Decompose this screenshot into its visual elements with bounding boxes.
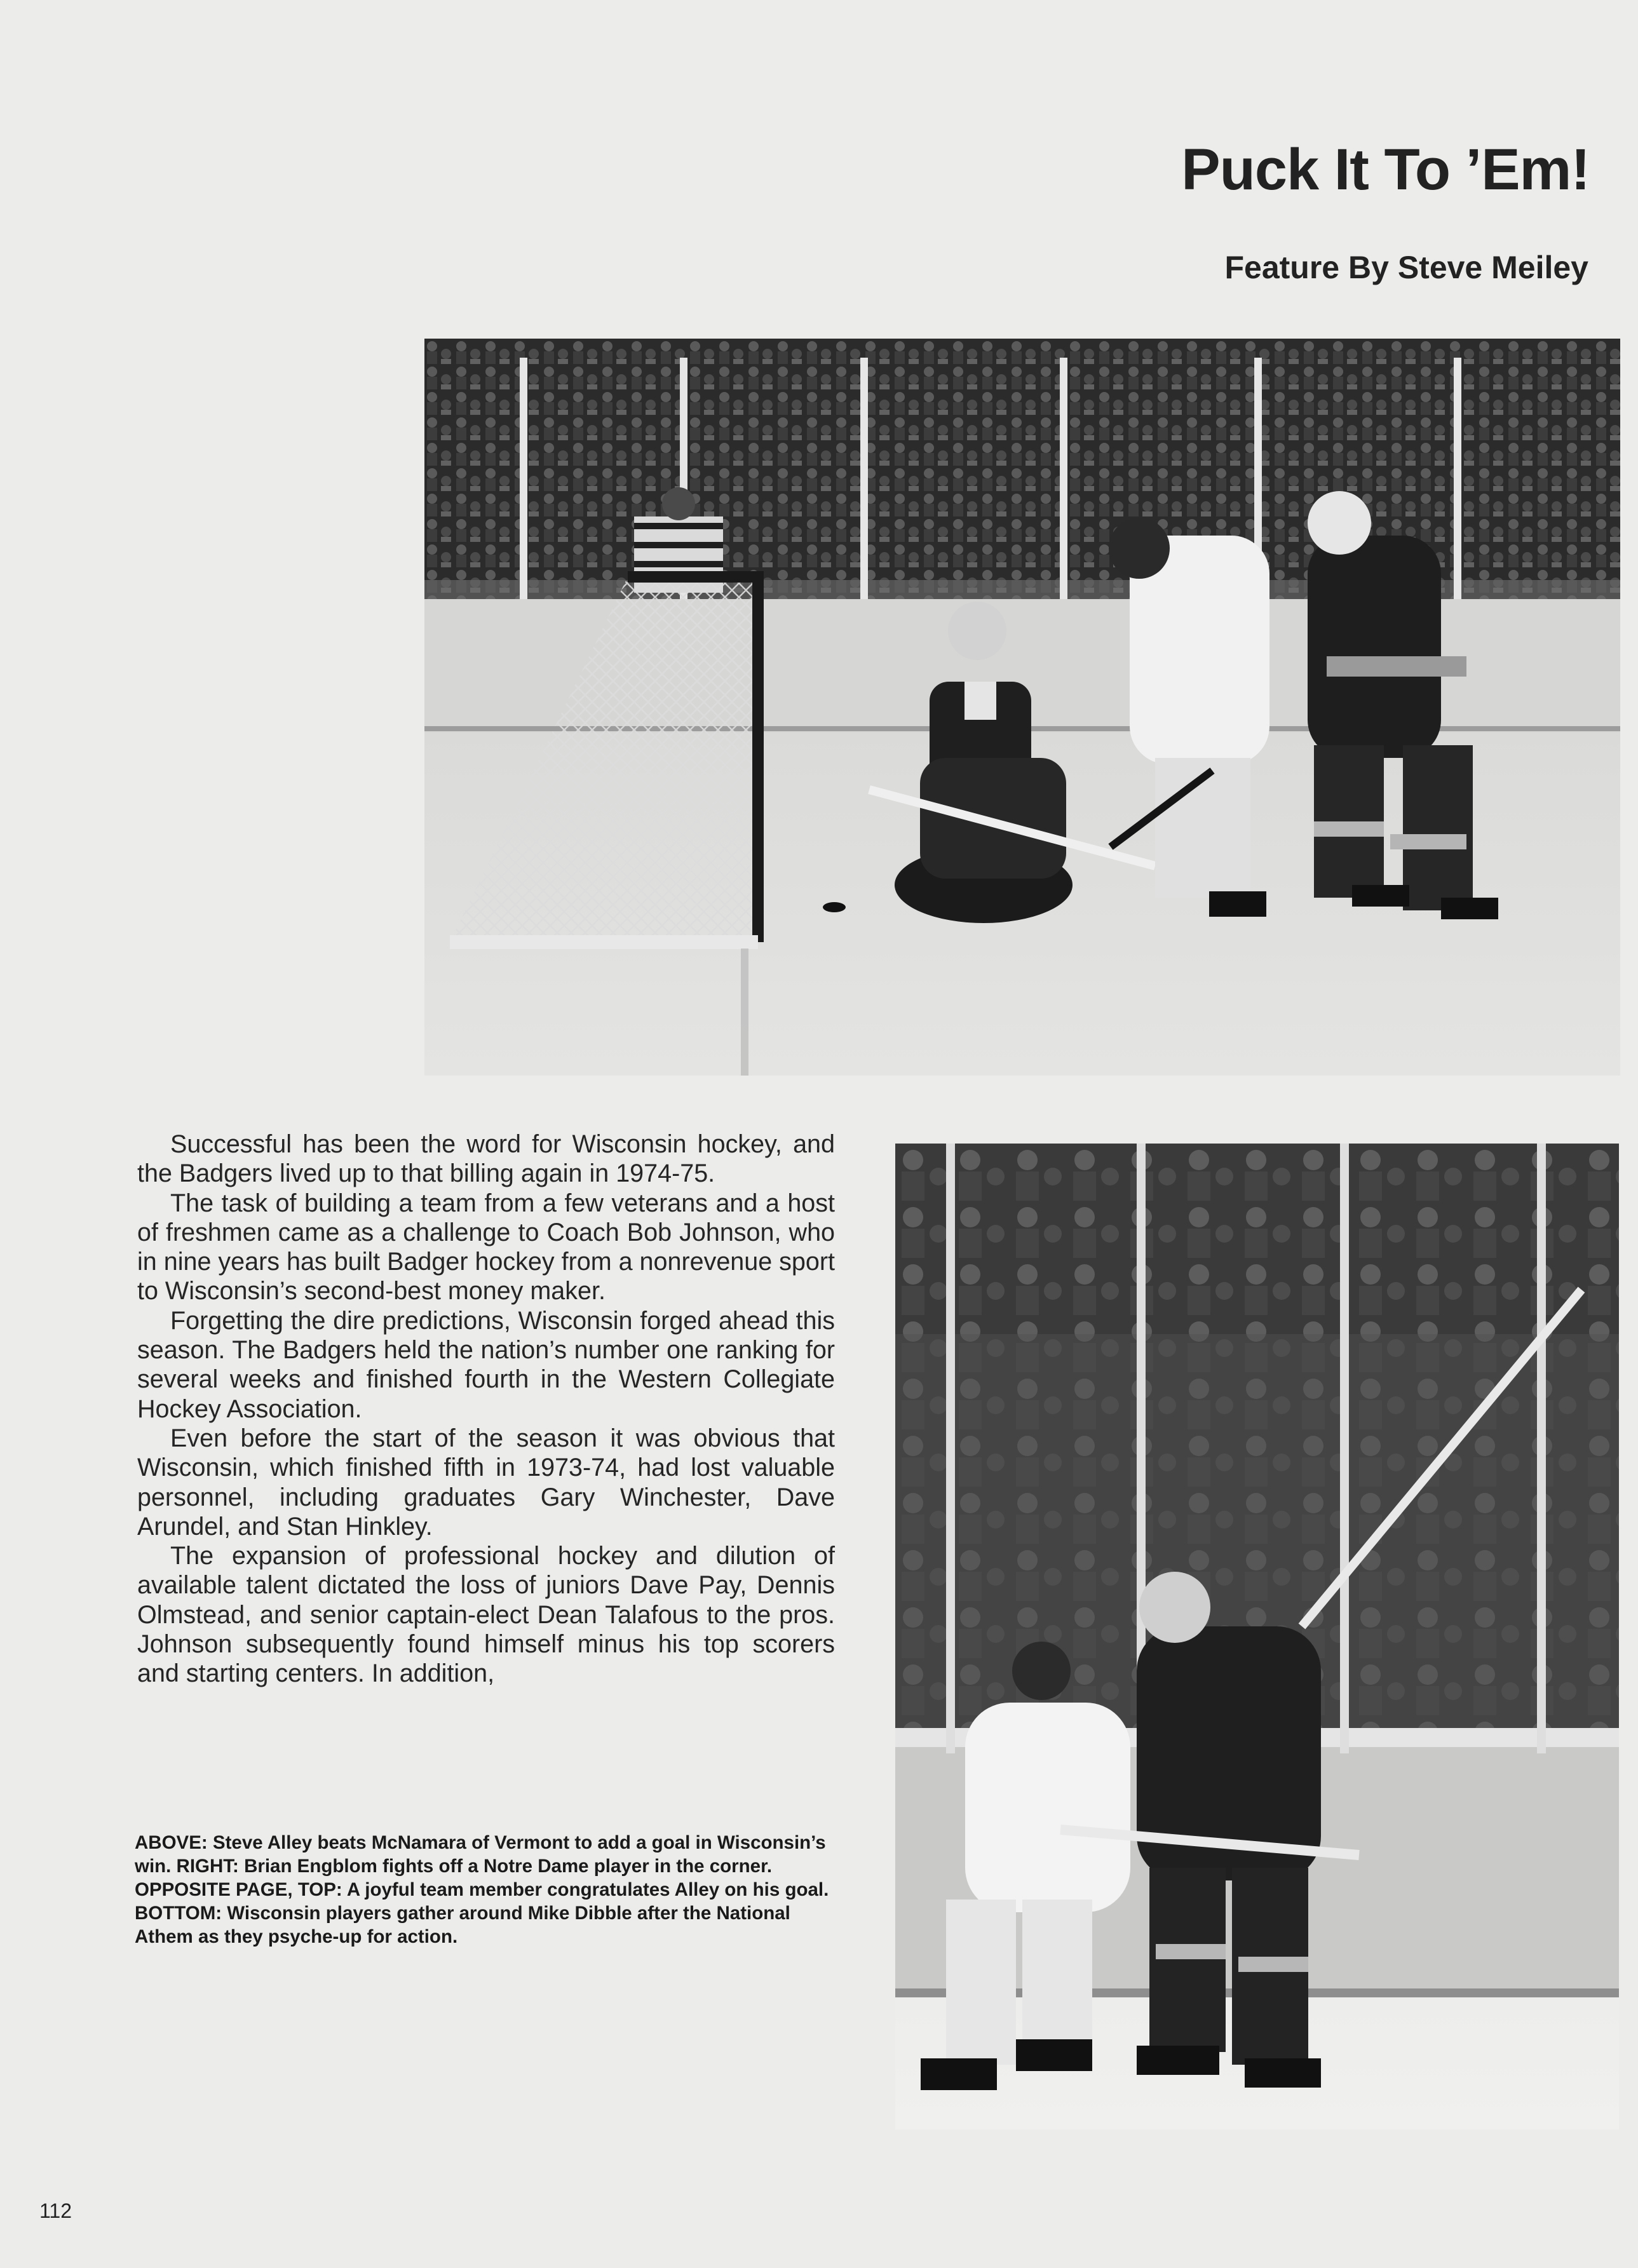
page-number: 112 [39, 2199, 72, 2222]
body-paragraph: Forgetting the dire predictions, Wisconsin forged ahead this season. The Badgers held the nation’s number one ranking for several weeks and finished fourth in the Western Collegiate Hockey Association. [137, 1306, 835, 1423]
article-byline: Feature By Steve Meiley [1224, 250, 1588, 285]
body-paragraph: Successful has been the word for Wisconsin hockey, and the Badgers lived up to that billing again in 1974-75. [137, 1130, 835, 1188]
photo-caption: ABOVE: Steve Alley beats McNamara of Vermont to add a goal in Wisconsin’s win. RIGHT: Brian Engblom fights off a Notre Dame player in the corner. OPPOSITE PAGE, TOP: A joyful team member congratulates Alley on his goal. BOTTOM: Wisconsin players gather around Mike Dibble after the National Athem as they psyche-up for action. [135, 1832, 829, 1947]
body-paragraph: Even before the start of the season it was obvious that Wisconsin, which finished fifth in 1973-74, had lost valuable personnel, including graduates Gary Winchester, Dave Arundel, and Stan Hinkley. [137, 1424, 835, 1541]
article-title: Puck It To ’Em! [1181, 137, 1590, 202]
photo-boards-battle [895, 1144, 1619, 2130]
photo-goal-scramble-image [424, 339, 1620, 1076]
article-body [137, 1130, 835, 1689]
photo-boards-battle-image [895, 1144, 1619, 2130]
body-paragraph: The expansion of professional hockey and dilution of available talent dictated the loss of juniors Dave Pay, Dennis Olmstead, and senior captain-elect Dean Talafous to the pros. Johnson subsequently found himself minus his top scorers and starting centers. In addition, [137, 1542, 835, 1688]
body-paragraph: The task of building a team from a few veterans and a host of freshmen came as a challenge to Coach Bob Johnson, who in nine years has built Badger hockey from a nonrevenue sport to Wisconsin’s second-best money maker. [137, 1189, 835, 1306]
photo-goal-scramble [424, 339, 1620, 1076]
